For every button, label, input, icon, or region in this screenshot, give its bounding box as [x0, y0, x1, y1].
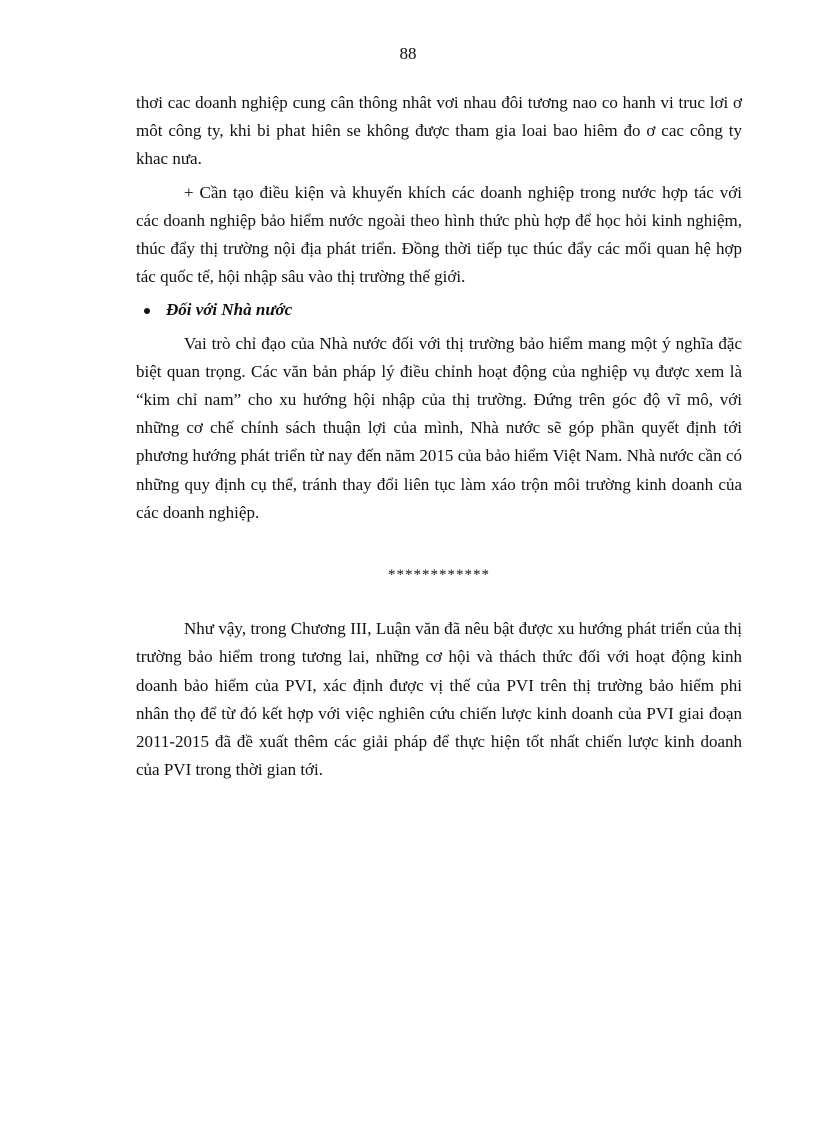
- section-heading-text: Đối với Nhà nước: [166, 300, 293, 320]
- page-number: 88: [399, 44, 417, 63]
- section-heading: [136, 296, 742, 324]
- paragraph-conclusion: Như vậy, trong Chương III, Luận văn đã nêu bật được xu hướng phát triển của thị trường bảo hiểm trong tương lai, những cơ hội và thách thức đối với hoạt động kinh doanh bảo hiểm của PVI, xác định được vị thế của PVI trên thị trường bảo hiểm phi nhân thọ để từ đó kết hợp với việc nghiên cứu chiến lược kinh doanh của PVI giai đoạn 2011-2015 đã đề xuất thêm các giải pháp để thực hiện tốt nhất chiến lược kinh doanh của PVI trong thời gian tới.: [136, 619, 742, 780]
- paragraph-cooperation: + Cần tạo điều kiện và khuyến khích các doanh nghiệp trong nước hợp tác với các doanh nghiệp bảo hiểm nước ngoài theo hình thức phù hợp để học hỏi kinh nghiệm, thúc đẩy thị trường nội địa phát triển. Đồng thời tiếp tục thúc đẩy các mối quan hệ hợp tác quốc tế, hội nhập sâu vào thị trường thế giới.: [136, 182, 742, 287]
- page-content: [136, 89, 742, 789]
- paragraph-state-role: Vai trò chỉ đạo của Nhà nước đối với thị trường bảo hiểm mang một ý nghĩa đặc biệt quan trọng. Các văn bản pháp lý điều chỉnh hoạt động của nghiệp vụ được xem là “kim chỉ nam” cho xu hướng hội nhập của thị trường. Đứng trên góc độ vĩ mô, với những cơ chế chính sách thuận lợi của mình, Nhà nước sẽ góp phần quyết định tới phương hướng phát triển từ nay đến năm 2015 của bảo hiểm Việt Nam. Nhà nước cần có những quy định cụ thể, tránh thay đổi liên tục làm xáo trộn môi trường kinh doanh của các doanh nghiệp.: [136, 333, 742, 522]
- bullet-icon: [144, 308, 150, 314]
- section-separator: ************: [388, 567, 490, 584]
- paragraph-continuation: thơi cac doanh nghiệp cung cân thông nhât vơi nhau đôi tương nao co hanh vi truc lơi ơ môt công ty, khi bi phat hiên se không được tham gia loai bao hiêm đo ơ cac công ty khac nưa.: [136, 93, 742, 169]
